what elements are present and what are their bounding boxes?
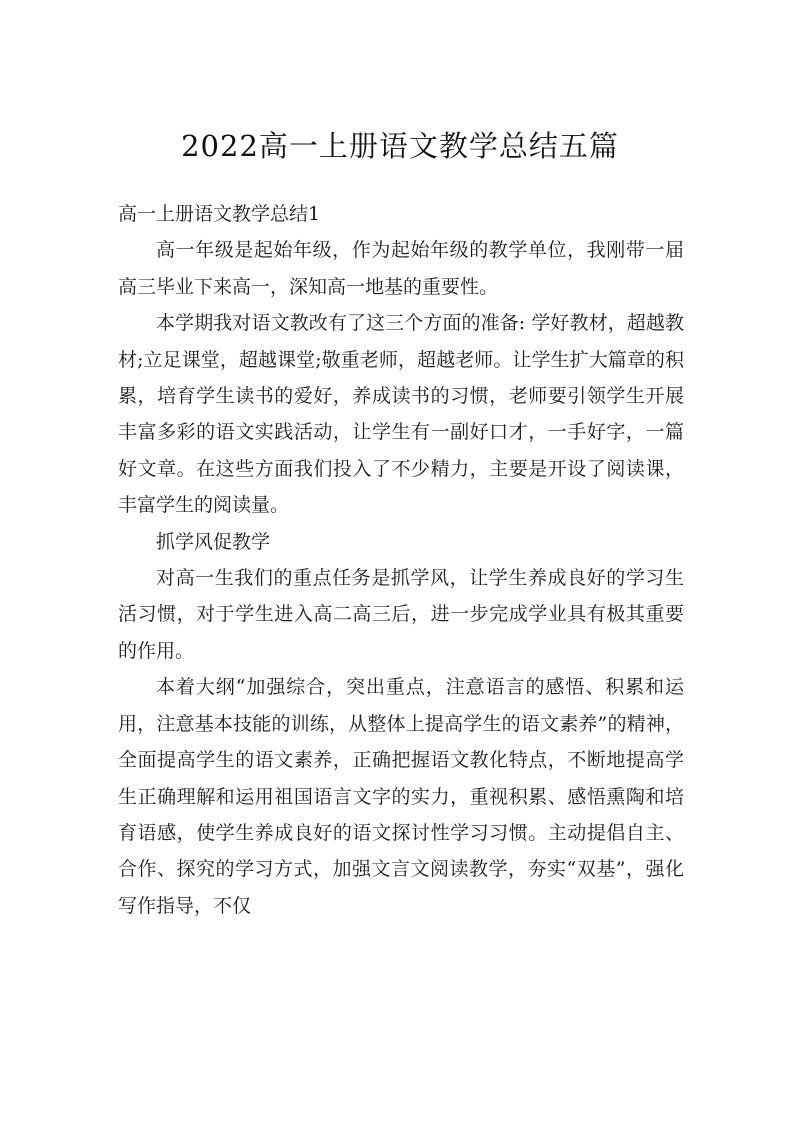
paragraph: 对高一生我们的重点任务是抓学风，让学生养成良好的学习生活习惯，对于学生进入高二高三后，进一步完成学业具有极其重要的作用。 xyxy=(118,567,684,662)
paragraph: 本着大纲“加强综合，突出重点，注意语言的感悟、积累和运用，注意基本技能的训练，从整体上提高学生的语文素养”的精神，全面提高学生的语文素养，正确把握语文教化特点，不断地提高学生正确理解和运用祖国语言文字的实力，重视积累、感悟熏陶和培育语感，使学生养成良好的语文探讨性学习习惯。主动提倡自主、合作、探究的学习方式，加强文言文阅读教学，夯实“双基”，强化写作指导，不仅 xyxy=(118,676,684,917)
document-title: 2022高一上册语文教学总结五篇 xyxy=(181,129,619,163)
document-body xyxy=(118,196,684,924)
paragraph: 本学期我对语文教改有了这三个方面的准备: 学好教材，超越教材;立足课堂，超越课堂;敬重老师，超越老师。让学生扩大篇章的积累，培育学生读书的爱好，养成读书的习惯，老师要引领学生开展丰富多彩的语文实践活动，让学生有一副好口才，一手好字，一篇好文章。在这些方面我们投入了不少精力，主要是开设了阅读课，丰富学生的阅读量。 xyxy=(118,312,684,517)
section-heading: 高一上册语文教学总结1 xyxy=(118,203,321,225)
paragraph: 高一年级是起始年级，作为起始年级的教学单位，我刚带一届高三毕业下来高一，深知高一地基的重要性。 xyxy=(118,239,684,298)
subheading-paragraph: 抓学风促教学 xyxy=(156,530,271,553)
